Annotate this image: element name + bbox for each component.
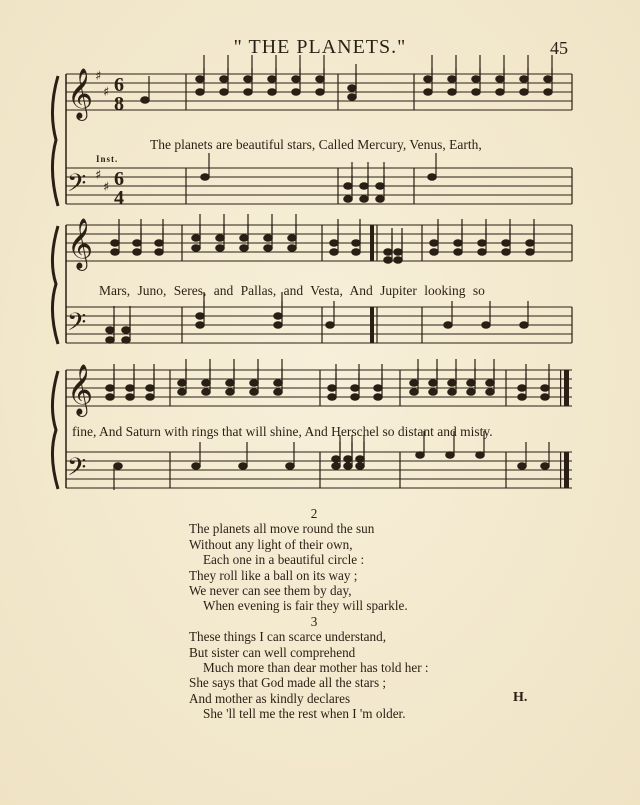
note-head bbox=[429, 380, 437, 386]
note-head bbox=[430, 240, 438, 246]
note-head bbox=[502, 249, 510, 255]
svg-text:6: 6 bbox=[114, 74, 124, 96]
note-head bbox=[274, 380, 282, 386]
note-head bbox=[454, 240, 462, 246]
note-head bbox=[344, 183, 352, 189]
note-head bbox=[216, 245, 224, 251]
note-head bbox=[544, 89, 552, 95]
note-head bbox=[526, 249, 534, 255]
note-head bbox=[316, 89, 324, 95]
note-head bbox=[155, 249, 163, 255]
note-head bbox=[394, 257, 402, 263]
note-head bbox=[316, 76, 324, 82]
note-head bbox=[201, 174, 209, 180]
note-head bbox=[478, 249, 486, 255]
note-head bbox=[202, 380, 210, 386]
note-head bbox=[274, 313, 282, 319]
note-head bbox=[141, 97, 149, 103]
note-head bbox=[376, 196, 384, 202]
note-head bbox=[268, 76, 276, 82]
note-head bbox=[352, 240, 360, 246]
bass-clef-icon: 𝄢 bbox=[67, 169, 87, 204]
note-head bbox=[250, 389, 258, 395]
instrument-label: Inst. bbox=[96, 154, 119, 164]
note-head bbox=[122, 337, 130, 343]
note-head bbox=[126, 394, 134, 400]
note-head bbox=[178, 389, 186, 395]
note-head bbox=[328, 394, 336, 400]
note-head bbox=[486, 389, 494, 395]
note-head bbox=[374, 394, 382, 400]
svg-text:8: 8 bbox=[114, 93, 124, 115]
note-head bbox=[424, 89, 432, 95]
note-head bbox=[518, 463, 526, 469]
note-head bbox=[344, 456, 352, 462]
note-head bbox=[394, 249, 402, 255]
note-head bbox=[356, 463, 364, 469]
note-head bbox=[196, 313, 204, 319]
bass-clef-icon: 𝄢 bbox=[67, 308, 87, 343]
sharp-icon: ♯ bbox=[95, 69, 102, 84]
note-head bbox=[146, 385, 154, 391]
note-head bbox=[240, 235, 248, 241]
verse-line: And mother as kindly declares bbox=[189, 690, 351, 706]
note-head bbox=[467, 389, 475, 395]
verse-line: She says that God made all the stars ; bbox=[189, 675, 387, 691]
treble-clef-icon: 𝄞 bbox=[67, 364, 94, 415]
note-head bbox=[448, 389, 456, 395]
note-head bbox=[106, 327, 114, 333]
note-head bbox=[520, 76, 528, 82]
note-head bbox=[518, 385, 526, 391]
note-head bbox=[274, 322, 282, 328]
double-bars bbox=[370, 225, 569, 488]
note-head bbox=[178, 380, 186, 386]
note-head bbox=[114, 463, 122, 469]
note-head bbox=[467, 380, 475, 386]
treble-clef-icon: 𝄞 bbox=[67, 218, 94, 269]
note-head bbox=[541, 463, 549, 469]
note-head bbox=[196, 89, 204, 95]
note-head bbox=[326, 322, 334, 328]
note-head bbox=[444, 322, 452, 328]
note-head bbox=[541, 394, 549, 400]
note-head bbox=[146, 394, 154, 400]
note-head bbox=[106, 394, 114, 400]
bass-clef-icon: 𝄢 bbox=[67, 453, 87, 488]
note-head bbox=[226, 389, 234, 395]
svg-text:6: 6 bbox=[114, 168, 124, 190]
note-head bbox=[111, 240, 119, 246]
additional-verses bbox=[189, 506, 549, 722]
note-head bbox=[351, 385, 359, 391]
author-initial: H. bbox=[513, 690, 528, 705]
note-head bbox=[428, 174, 436, 180]
note-head bbox=[478, 240, 486, 246]
note-head bbox=[244, 89, 252, 95]
note-head bbox=[376, 183, 384, 189]
note-head bbox=[220, 89, 228, 95]
lyric-line-3: fine, And Saturn with rings that will shine, And Herschel so distant and misty. bbox=[72, 424, 493, 439]
verse-line: Each one in a beautiful circle : bbox=[203, 552, 365, 568]
note-head bbox=[348, 94, 356, 100]
note-head bbox=[226, 380, 234, 386]
note-head bbox=[220, 76, 228, 82]
verse-number: 3 bbox=[310, 613, 318, 629]
sharp-icon: ♯ bbox=[95, 168, 102, 183]
page-number: 45 bbox=[550, 38, 568, 58]
note-head bbox=[448, 76, 456, 82]
note-head bbox=[239, 463, 247, 469]
lyric-line-2: Mars, Juno, Seres, and Pallas, and Vesta, And Jupiter looking so bbox=[99, 283, 485, 298]
note-head bbox=[192, 463, 200, 469]
note-head bbox=[496, 76, 504, 82]
note-head bbox=[192, 245, 200, 251]
lyric-line-1: The planets are beautiful stars, Called Mercury, Venus, Earth, bbox=[150, 137, 482, 152]
verse-line: Much more than dear mother has told her : bbox=[203, 660, 429, 676]
note-head bbox=[482, 322, 490, 328]
note-head bbox=[384, 257, 392, 263]
note-head bbox=[192, 235, 200, 241]
treble-clef-icon: 𝄞 bbox=[67, 68, 94, 119]
note-head bbox=[416, 452, 424, 458]
note-head bbox=[126, 385, 134, 391]
note-head bbox=[155, 240, 163, 246]
note-head bbox=[544, 76, 552, 82]
note-head bbox=[348, 85, 356, 91]
note-head bbox=[196, 76, 204, 82]
note-head bbox=[360, 183, 368, 189]
note-head bbox=[292, 89, 300, 95]
note-head bbox=[288, 245, 296, 251]
note-head bbox=[356, 456, 364, 462]
note-head bbox=[424, 76, 432, 82]
verse-line: She 'll tell me the rest when I 'm older. bbox=[203, 706, 406, 722]
verse-line: These things I can scarce understand, bbox=[189, 629, 387, 645]
verse-line: Without any light of their own, bbox=[189, 536, 353, 552]
verse-line: They roll like a ball on its way ; bbox=[189, 567, 358, 583]
sharp-icon: ♯ bbox=[103, 180, 110, 195]
note-head bbox=[106, 337, 114, 343]
note-head bbox=[360, 196, 368, 202]
note-head bbox=[328, 385, 336, 391]
note-head bbox=[541, 385, 549, 391]
note-head bbox=[330, 240, 338, 246]
note-head bbox=[476, 452, 484, 458]
note-head bbox=[240, 245, 248, 251]
note-head bbox=[216, 235, 224, 241]
note-head bbox=[344, 463, 352, 469]
note-head bbox=[351, 394, 359, 400]
svg-text:4: 4 bbox=[114, 187, 124, 209]
verse-line: The planets all move round the sun bbox=[189, 521, 375, 537]
note-head bbox=[472, 89, 480, 95]
note-head bbox=[410, 380, 418, 386]
note-head bbox=[268, 89, 276, 95]
time-signatures bbox=[114, 74, 124, 209]
note-head bbox=[202, 389, 210, 395]
note-head bbox=[472, 76, 480, 82]
note-head bbox=[410, 389, 418, 395]
note-head bbox=[330, 249, 338, 255]
note-head bbox=[264, 245, 272, 251]
verse-line: When evening is fair they will sparkle. bbox=[203, 598, 408, 614]
note-head bbox=[384, 249, 392, 255]
note-head bbox=[196, 322, 204, 328]
verse-line: But sister can well comprehend bbox=[189, 644, 356, 660]
note-head bbox=[106, 385, 114, 391]
verse-number: 2 bbox=[310, 506, 318, 521]
note-head bbox=[352, 249, 360, 255]
note-head bbox=[286, 463, 294, 469]
note-head bbox=[332, 463, 340, 469]
note-head bbox=[133, 240, 141, 246]
note-head bbox=[486, 380, 494, 386]
note-head bbox=[448, 380, 456, 386]
note-head bbox=[496, 89, 504, 95]
note-head bbox=[274, 389, 282, 395]
note-head bbox=[502, 240, 510, 246]
note-head bbox=[429, 389, 437, 395]
note-head bbox=[448, 89, 456, 95]
system-braces bbox=[52, 76, 58, 489]
note-head bbox=[111, 249, 119, 255]
note-head bbox=[520, 322, 528, 328]
sharp-icon: ♯ bbox=[103, 85, 110, 100]
note-head bbox=[520, 89, 528, 95]
note-head bbox=[454, 249, 462, 255]
note-head bbox=[292, 76, 300, 82]
note-head bbox=[264, 235, 272, 241]
note-head bbox=[332, 456, 340, 462]
note-head bbox=[430, 249, 438, 255]
note-head bbox=[244, 76, 252, 82]
note-head bbox=[374, 385, 382, 391]
note-head bbox=[133, 249, 141, 255]
note-head bbox=[288, 235, 296, 241]
note-head bbox=[122, 327, 130, 333]
note-head bbox=[518, 394, 526, 400]
note-head bbox=[250, 380, 258, 386]
note-head bbox=[446, 452, 454, 458]
note-head bbox=[344, 196, 352, 202]
note-head bbox=[526, 240, 534, 246]
page-title: " THE PLANETS." bbox=[233, 36, 407, 58]
verse-line: We never can see them by day, bbox=[189, 583, 352, 599]
